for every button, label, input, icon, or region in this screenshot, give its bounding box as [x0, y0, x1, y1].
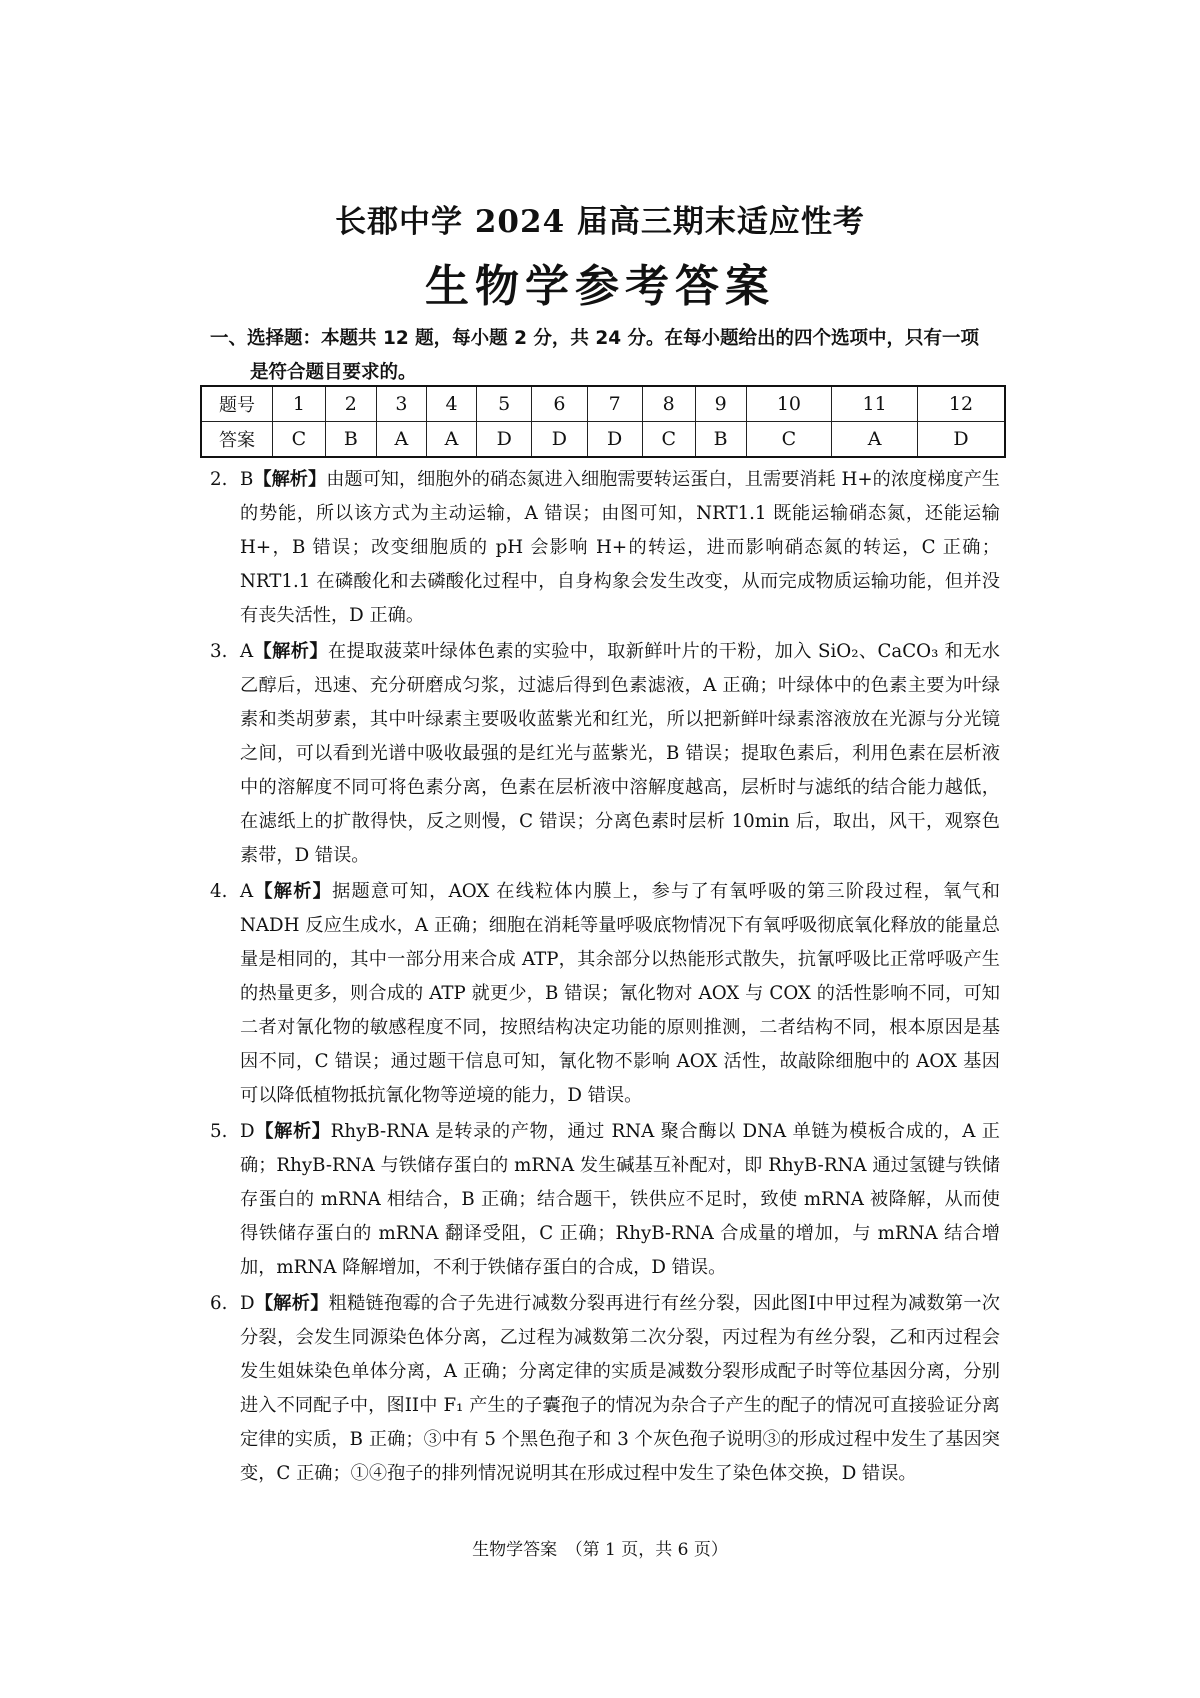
page-title: 生物学参考答案	[425, 261, 775, 312]
question-number-cell: 6	[532, 386, 587, 422]
question-number-cell: 8	[642, 386, 695, 422]
question-number-cell: 10	[746, 386, 832, 422]
section-heading-line1: 一、选择题：本题共 12 题，每小题 2 分，共 24 分。在每小题给出的四个选项中，只有一项	[210, 328, 980, 349]
answer-cell: C	[273, 422, 326, 458]
explanation-text: RhyB-RNA 是转录的产物，通过 RNA 聚合酶以 DNA 单链为模板合成的，A 正确；RhyB-RNA 与铁储存蛋白的 mRNA 发生碱基互补配对，即 RhyB-RNA 通过氢键与铁储存蛋白的 mRNA 相结合，B 正确；结合题干，铁供应不足时，致使 mRNA 被降解，从而使得铁储存蛋白的 mRNA 翻译受阻，C 正确；RhyB-RNA 合成量的增加，与 mRNA 结合增加，mRNA 降解增加，不利于铁储存蛋白的合成，D 错误。	[240, 1121, 1000, 1278]
explanation-text: 在提取菠菜叶绿体色素的实验中，取新鲜叶片的干粉，加入 SiO₂、CaCO₃ 和无水乙醇后，迅速、充分研磨成匀浆，过滤后得到色素滤液，A 正确；叶绿体中的色素主要为叶绿素和类胡萝素，其中叶绿素主要吸收蓝紫光和红光，所以把新鲜叶绿素溶液放在光源与分光镜之间，可以看到光谱中吸收最强的是红光与蓝紫光，B 错误；提取色素后，利用色素在层析液中的溶解度不同可将色素分离，色素在层析液中溶解度越高，层析时与滤纸的结合能力越低，在滤纸上的扩散得快，反之则慢，C 错误；分离色素时层析 10min 后，取出，风干，观察色素带，D 错误。	[240, 641, 1000, 866]
explanation-number: 2.	[210, 469, 228, 490]
answer-cell: D	[532, 422, 587, 458]
explanation-answer: B	[240, 469, 254, 490]
explanation-number: 3.	[210, 641, 228, 662]
answer-row	[201, 422, 1005, 458]
question-number-cell: 12	[917, 386, 1005, 422]
question-number-cell: 1	[273, 386, 326, 422]
analysis-tag: 【解析】	[254, 1293, 329, 1314]
question-number-cell: 3	[376, 386, 426, 422]
explanation-item	[210, 463, 1000, 633]
answer-cell: D	[477, 422, 532, 458]
question-number-row	[201, 386, 1005, 422]
explanation-answer: A	[240, 641, 254, 662]
explanation-item	[210, 635, 1000, 873]
answer-cell: D	[587, 422, 642, 458]
explanation-item	[210, 875, 1000, 1113]
analysis-tag: 【解析】	[253, 881, 333, 902]
explanation-number: 4.	[210, 881, 228, 902]
explanation-text: 由题可知，细胞外的硝态氮进入细胞需要转运蛋白，且需要消耗 H+的浓度梯度产生的势能，所以该方式为主动运输，A 错误；由图可知，NRT1.1 既能运输硝态氮，还能运输 H+，B 错误；改变细胞质的 pH 会影响 H+的转运，进而影响硝态氮的转运，C 正确；NRT1.1 在磷酸化和去磷酸化过程中，自身构象会发生改变，从而完成物质运输功能，但并没有丧失活性，D 正确。	[240, 469, 1000, 626]
question-number-cell: 5	[477, 386, 532, 422]
answer-table	[200, 385, 1006, 458]
answer-cell: B	[695, 422, 746, 458]
explanation-item	[210, 1287, 1000, 1491]
answer-cell: C	[746, 422, 832, 458]
explanation-answer: D	[240, 1293, 255, 1314]
analysis-tag: 【解析】	[254, 1121, 331, 1142]
section-heading	[210, 322, 1010, 390]
explanation-number: 5.	[210, 1121, 228, 1142]
question-number-cell: 11	[832, 386, 918, 422]
section-heading-line2: 是符合题目要求的。	[250, 362, 417, 383]
explanation-item	[210, 1115, 1000, 1285]
answer-cell: B	[325, 422, 376, 458]
analysis-tag: 【解析】	[253, 641, 328, 662]
row-label-question: 题号	[201, 386, 273, 422]
analysis-tag: 【解析】	[253, 469, 327, 490]
explanation-answer: D	[240, 1121, 255, 1142]
explanation-text: 粗糙链孢霉的合子先进行减数分裂再进行有丝分裂，因此图I中甲过程为减数第一次分裂，会发生同源染色体分离，乙过程为减数第二次分裂，丙过程为有丝分裂，乙和丙过程会发生姐妹染色单体分离，A 正确；分离定律的实质是减数分裂形成配子时等位基因分离，分别进入不同配子中，图II中 F₁ 产生的子囊孢子的情况为杂合子产生的配子的情况可直接验证分离定律的实质，B 正确；③中有 5 个黑色孢子和 3 个灰色孢子说明③的形成过程中发生了基因突变，C 正确；①④孢子的排列情况说明其在形成过程中发生了染色体交换，D 错误。	[240, 1293, 1000, 1484]
answer-cell: A	[832, 422, 918, 458]
explanation-text: 据题意可知，AOX 在线粒体内膜上，参与了有氧呼吸的第三阶段过程，氧气和 NADH 反应生成水，A 正确；细胞在消耗等量呼吸底物情况下有氧呼吸彻底氧化释放的能量总量是相同的，其中一部分用来合成 ATP，其余部分以热能形式散失，抗氰呼吸比正常呼吸产生的热量更多，则合成的 ATP 就更少，B 错误；氰化物对 AOX 与 COX 的活性影响不同，可知二者对氰化物的敏感程度不同，按照结构决定功能的原则推测，二者结构不同，根本原因是基因不同，C 错误；通过题干信息可知，氰化物不影响 AOX 活性，故敲除细胞中的 AOX 基因可以降低植物抵抗氰化物等逆境的能力，D 错误。	[240, 881, 1000, 1106]
explanation-list	[210, 463, 1000, 1493]
answer-cell: A	[426, 422, 476, 458]
page-footer: 生物学答案 （第 1 页，共 6 页）	[472, 1540, 728, 1560]
answer-cell: C	[642, 422, 695, 458]
explanation-number: 6.	[210, 1293, 228, 1314]
school-exam-title: 长郡中学 2024 届高三期末适应性考	[335, 204, 865, 240]
question-number-cell: 4	[426, 386, 476, 422]
answer-cell: A	[376, 422, 426, 458]
question-number-cell: 2	[325, 386, 376, 422]
question-number-cell: 9	[695, 386, 746, 422]
question-number-cell: 7	[587, 386, 642, 422]
row-label-answer: 答案	[201, 422, 273, 458]
answer-cell: D	[917, 422, 1005, 458]
explanation-answer: A	[240, 881, 254, 902]
